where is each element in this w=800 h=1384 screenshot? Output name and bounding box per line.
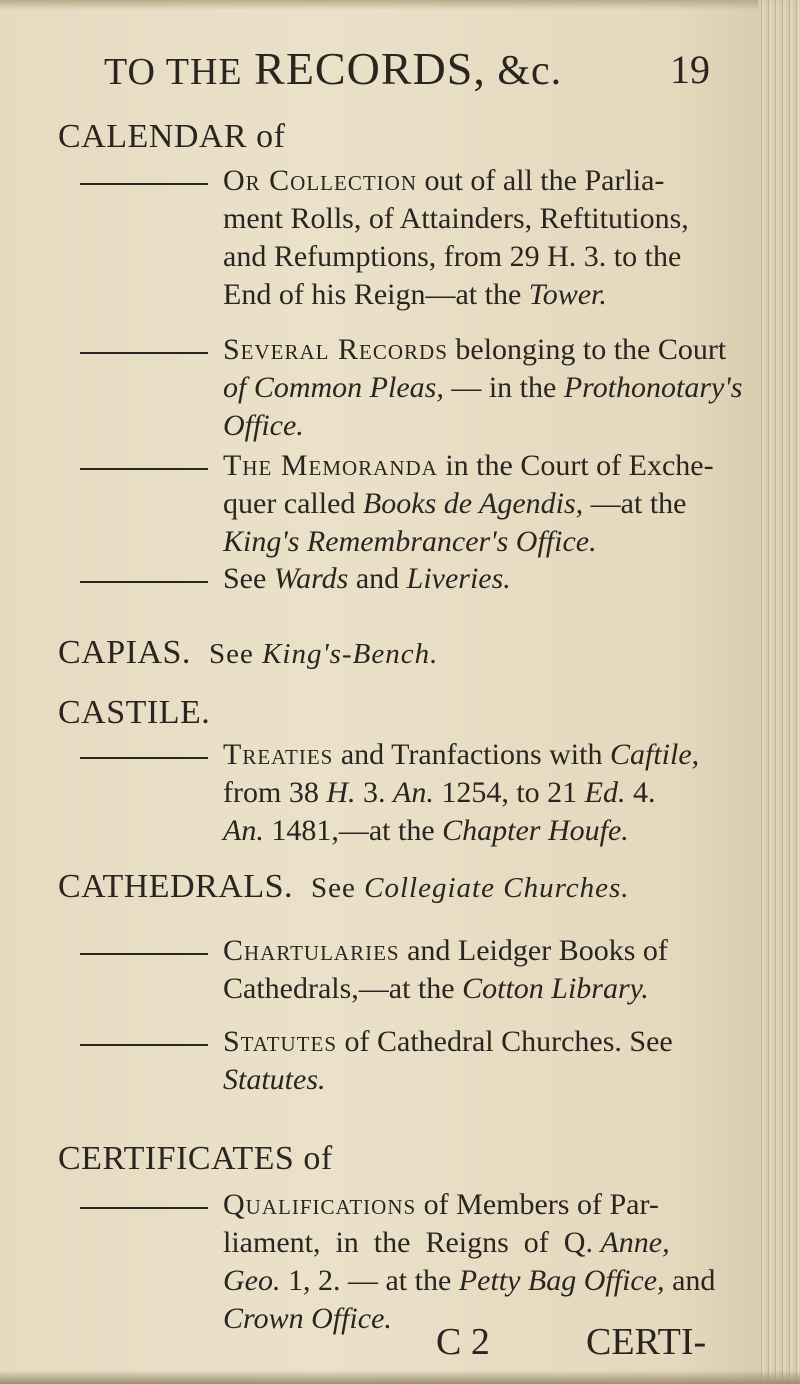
entry-dash bbox=[80, 953, 208, 955]
catchword: CERTI- bbox=[586, 1321, 707, 1363]
entry-calendar-several-records: Several Records belonging to the Court of Common Pleas, — in the Prothonotary's Office. bbox=[80, 331, 770, 445]
entry-dash bbox=[80, 757, 208, 759]
entry-dash bbox=[80, 1207, 208, 1209]
entry-calendar-memoranda: The Memoranda in the Court of Exche- quer called Books de Agendis, —at the King's Remembrancer's Office. bbox=[80, 447, 770, 561]
page-bottom-edge bbox=[0, 1370, 800, 1384]
entry-cathedrals-statutes: Statutes of Cathedral Churches. See Statutes. bbox=[80, 1023, 770, 1099]
signature-mark: C 2 bbox=[436, 1321, 490, 1363]
page-number: 19 bbox=[670, 47, 710, 92]
heading-calendar: CALENDAR of bbox=[58, 118, 286, 155]
entry-castile-treaties: Treaties and Tranfactions with Caftile, from 38 H. 3. An. 1254, to 21 Ed. 4. An. 1481,—at the Chapter Houfe. bbox=[80, 736, 770, 850]
entry-dash bbox=[80, 581, 208, 583]
heading-certificates: CERTIFICATES of bbox=[58, 1140, 333, 1177]
entry-dash bbox=[80, 468, 208, 470]
page-top-edge bbox=[0, 0, 800, 10]
entry-calendar-collection: Or Collection out of all the Parlia- ment Rolls, of Attainders, Reftitutions, and Refumptions, from 29 H. 3. to the End of his Reign—at the Tower. bbox=[80, 162, 770, 314]
running-head-to-the: TO THE bbox=[104, 51, 243, 93]
heading-castile: CASTILE. bbox=[58, 694, 211, 731]
entry-calendar-see-wards: See Wards and Liveries. bbox=[80, 560, 770, 598]
entry-dash bbox=[80, 352, 208, 354]
running-head-etc: &c. bbox=[497, 48, 563, 94]
heading-cathedrals: CATHEDRALS. See Collegiate Churches. bbox=[58, 868, 630, 905]
running-head-records: RECORDS, bbox=[254, 43, 486, 94]
entry-dash bbox=[80, 183, 208, 185]
entry-cathedrals-chartularies: Chartularies and Leidger Books of Cathedrals,—at the Cotton Library. bbox=[80, 932, 770, 1008]
entry-dash bbox=[80, 1044, 208, 1046]
running-head bbox=[104, 42, 562, 95]
entry-certificates-qualifications: Qualifications of Members of Par- liament, in the Reigns of Q. Anne, Geo. 1, 2. — at the Petty Bag Office, and Crown Office. bbox=[80, 1186, 770, 1338]
heading-capias: CAPIAS. See King's-Bench. bbox=[58, 634, 439, 671]
